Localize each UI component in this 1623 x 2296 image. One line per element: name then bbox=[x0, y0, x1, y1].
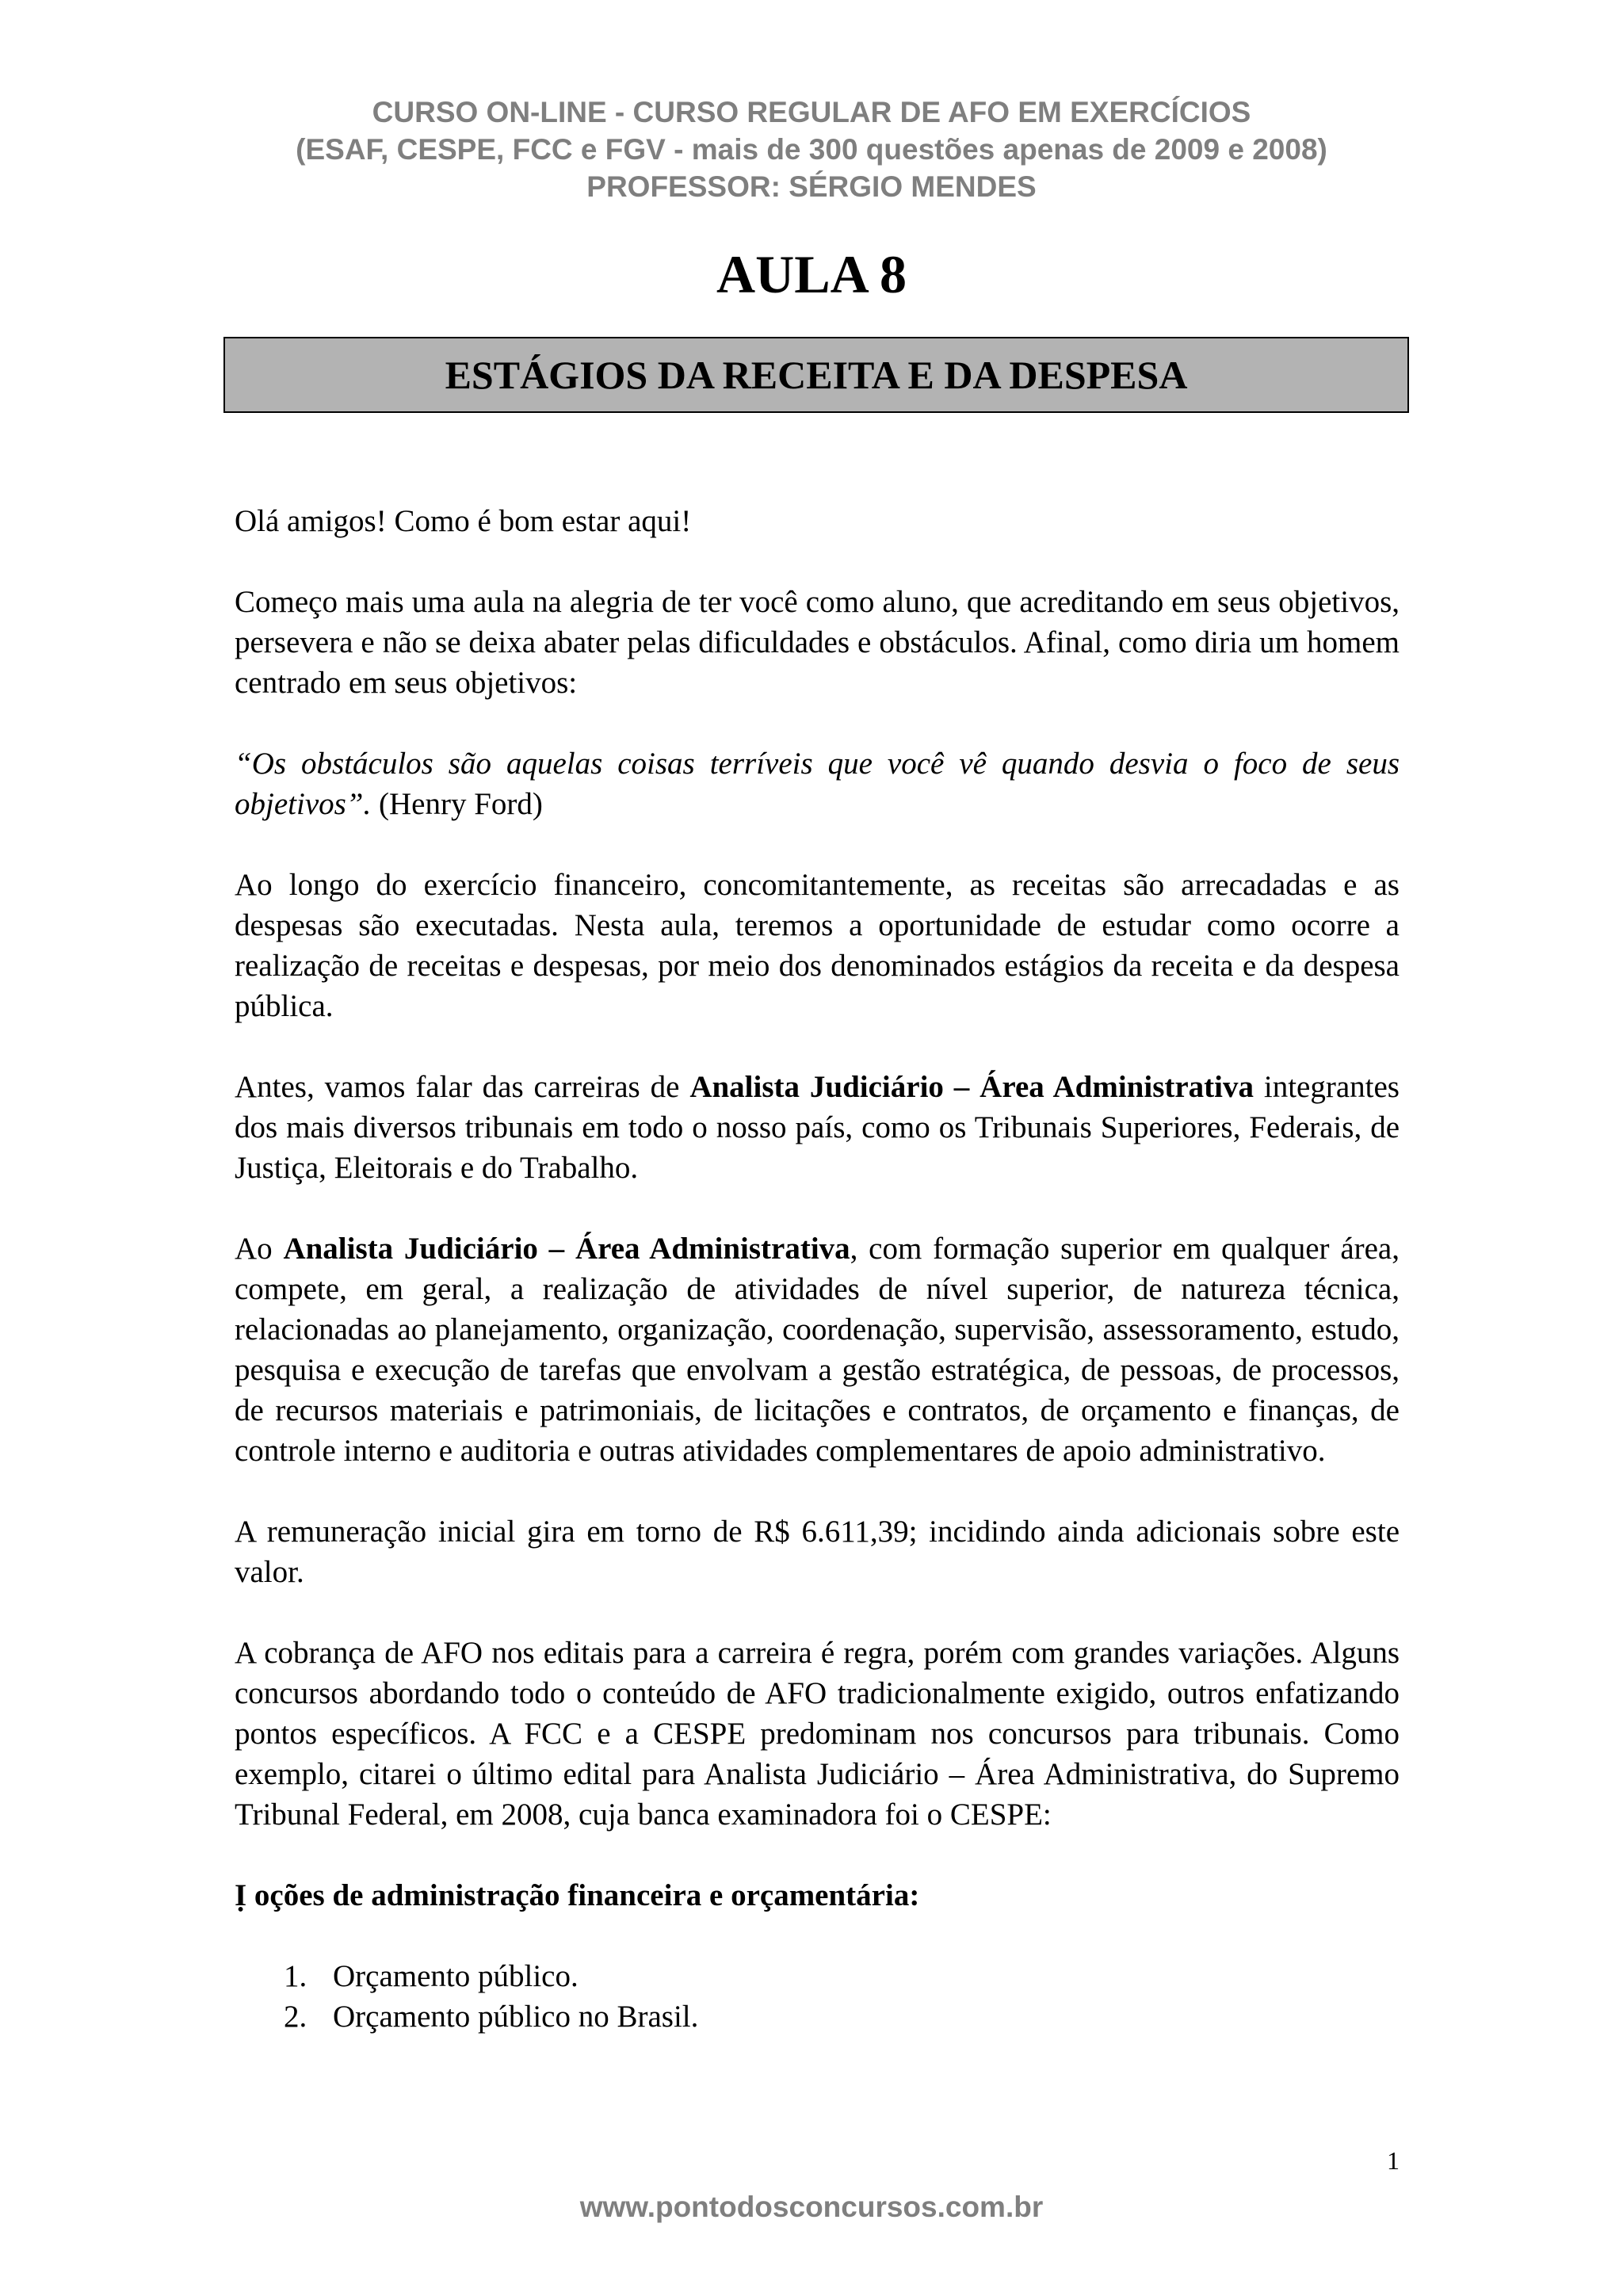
careers-text-a: Antes, vamos falar das carreiras de bbox=[235, 1070, 690, 1104]
section-title: ESTÁGIOS DA RECEITA E DA DESPESA bbox=[445, 353, 1188, 397]
greeting-paragraph: Olá amigos! Como é bom estar aqui! bbox=[235, 504, 692, 538]
list-item-text: Orçamento público. bbox=[333, 1959, 579, 1993]
list-item-number: 2. bbox=[284, 2000, 307, 2034]
edital-paragraph: A cobrança de AFO nos editais para a carreira é regra, porém com grandes variações. Alguns concursos abordando todo o conteúdo de AFO tradicionalmente exigido, outros enfatizando pontos específicos. A FCC e a CESPE predominam nos concursos para tribunais. Como exemplo, citarei o último edital para Analista Judiciário – Área Administrativa, do Supremo Tribunal Federal, em 2008, cuja banca examinadora foi o CESPE: bbox=[235, 1636, 1400, 1832]
list-item bbox=[235, 1956, 1400, 1996]
duties-paragraph bbox=[235, 1228, 1400, 1471]
salary-paragraph: A remuneração inicial gira em torno de R$ 6.611,39; incidindo ainda adicionais sobre este valor. bbox=[235, 1515, 1400, 1589]
document-body bbox=[235, 501, 1400, 2037]
header-course-line: CURSO ON-LINE - CURSO REGULAR DE AFO EM EXERCÍCIOS bbox=[372, 96, 1251, 128]
header-professor-line: PROFESSOR: SÉRGIO MENDES bbox=[586, 170, 1037, 203]
header-banks-line: (ESAF, CESPE, FCC e FGV - mais de 300 questões apenas de 2009 e 2008) bbox=[296, 133, 1327, 166]
duties-text-a: Ao bbox=[235, 1232, 284, 1266]
section-title-box bbox=[223, 337, 1409, 413]
footer-url: www.pontodosconcursos.com.br bbox=[579, 2191, 1044, 2223]
financial-year-paragraph: Ao longo do exercício financeiro, concomitantemente, as receitas são arrecadadas e as despesas são executadas. Nesta aula, teremos a oportunidade de estudar como ocorre a realização de receitas e despesas, por meio dos denominados estágios da receita e da despesa pública. bbox=[235, 868, 1400, 1023]
list-item-text: Orçamento público no Brasil. bbox=[333, 2000, 699, 2034]
page-header bbox=[0, 94, 1623, 205]
quote-text: “Os obstáculos são aquelas coisas terríveis que você vê quando desvia o foco de seus objetivos”. bbox=[235, 747, 1400, 821]
topics-list bbox=[235, 1956, 1400, 2037]
list-item bbox=[235, 1996, 1400, 2037]
quote-author: (Henry Ford) bbox=[371, 787, 543, 821]
careers-text-b: integrantes dos mais diversos tribunais em todo o nosso país, como os Tribunais Superiores, Federais, de Justiça, Eleitorais e do Trabalho. bbox=[235, 1070, 1400, 1185]
quote-paragraph bbox=[235, 743, 1400, 824]
topics-heading: Ị oções de administração financeira e orçamentária: bbox=[235, 1878, 920, 1912]
duties-text-b: , com formação superior em qualquer área, compete, em geral, a realização de atividades de nível superior, de natureza técnica, relacionadas ao planejamento, organização, coordenação, supervisão, assessoramento, estudo, pesquisa e execução de tarefas que envolvam a gestão estratégica, de pessoas, de processos, de recursos materiais e patrimoniais, de licitações e contratos, de orçamento e finanças, de controle interno e auditoria e outras atividades complementares de apoio administrativo. bbox=[235, 1232, 1400, 1468]
list-item-number: 1. bbox=[284, 1959, 307, 1993]
page-number: 1 bbox=[1387, 2146, 1400, 2175]
intro-paragraph: Começo mais uma aula na alegria de ter você como aluno, que acreditando em seus objetivos, persevera e não se deixa abater pelas dificuldades e obstáculos. Afinal, como diria um homem centrado em seus objetivos: bbox=[235, 585, 1400, 700]
duties-bold: Analista Judiciário – Área Administrativa bbox=[283, 1232, 850, 1266]
lesson-title: AULA 8 bbox=[716, 244, 907, 304]
careers-paragraph bbox=[235, 1067, 1400, 1188]
careers-bold: Analista Judiciário – Área Administrativa bbox=[689, 1070, 1254, 1104]
